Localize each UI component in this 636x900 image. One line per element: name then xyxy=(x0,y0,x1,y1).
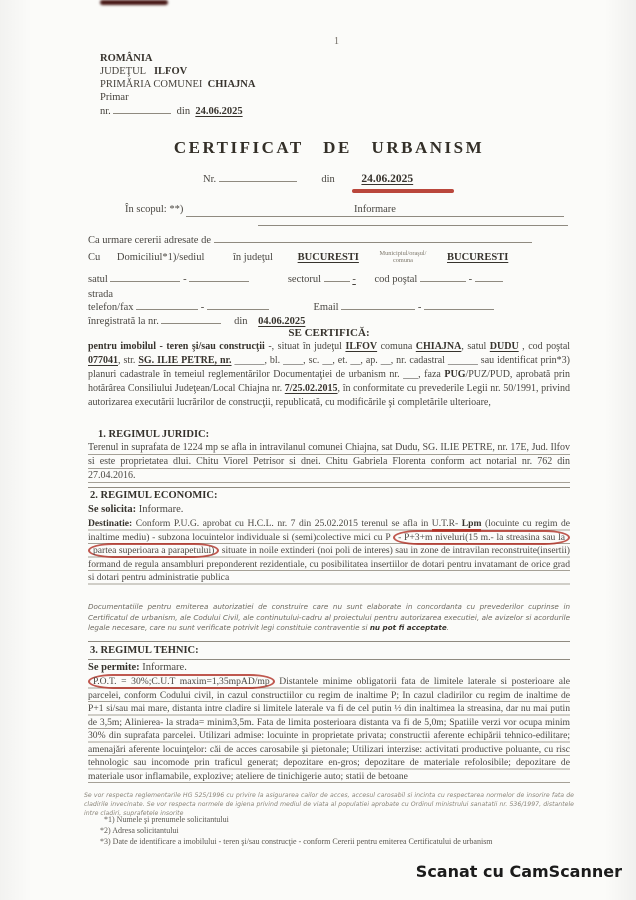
registered-label: înregistrată la nr. xyxy=(88,316,159,327)
village-label: satul xyxy=(88,274,108,285)
footnote-3: *3) Date de identificare a imobilului - teren şi/sau construcţie - conform Cererii pentru emiterea Certificatului de urbanism xyxy=(100,837,493,846)
permite-label: Se permite: xyxy=(88,662,140,673)
village-value: - xyxy=(183,274,187,285)
permite-row xyxy=(88,661,570,674)
solicita-value: Informare. xyxy=(138,504,184,515)
number-line xyxy=(88,172,570,186)
blank-rule xyxy=(258,224,568,226)
document-title: CERTIFICAT DE URBANISM xyxy=(173,138,485,157)
village-row xyxy=(88,272,570,286)
registered-date: 04.06.2025 xyxy=(258,316,306,327)
municipality-value: BUCURESTI xyxy=(447,252,509,263)
certify-paragraph: pentru imobilul - teren şi/sau construcţii -, situat în judeţul ILFOV comuna CHIAJNA, satul DUDU , cod poştal 077041, str. SG. ILIE PETRE, nr. ______, bl. ____, sc. __, et. __, ap. __, nr. cadastral ______ sau identificat prin*3) planuri cadastrale în temeiul reglementărilor Documentaţiei de urbanism nr. ___, faza PUG/PUZ/PUD, aprobată prin hotărârea Consiliului Judeţean/Local Chiajna nr. 7/25.02.2015, în conformitate cu prevederile Legii nr. 50/1991, privind autorizarea executării lucrărilor de construcţii, republicată, cu modificările şi completările ulterioare, xyxy=(88,341,571,408)
economic-top-rule xyxy=(88,486,570,488)
postal-label: cod poştal xyxy=(374,274,418,285)
domicile-row xyxy=(88,251,570,264)
purpose-label: În scopul: **) xyxy=(125,204,184,215)
mayor-label: Primar xyxy=(100,92,129,103)
postal-value: - xyxy=(468,274,473,285)
footnotes xyxy=(100,814,574,847)
phone-blank1 xyxy=(136,300,198,310)
number-din-label: din xyxy=(321,174,335,185)
registered-row xyxy=(88,314,570,328)
phone-label: telefon/fax xyxy=(88,302,134,313)
footnote-2: *2) Adresa solicitantului xyxy=(100,826,179,835)
tehnic-heading-rule xyxy=(88,658,570,660)
destinatie-label: Destinatie: xyxy=(88,518,136,529)
issuer-date: 24.06.2025 xyxy=(195,106,243,117)
registered-din-label: din xyxy=(234,316,248,327)
email-blank1 xyxy=(341,300,415,310)
village-blank2 xyxy=(189,272,249,282)
cityhall-label: PRIMĂRIA COMUNEI xyxy=(100,79,203,90)
phone-value: - xyxy=(200,302,205,313)
email-value: - xyxy=(417,302,422,313)
juridic-heading: 1. REGIMUL JURIDIC: xyxy=(98,429,210,440)
tehnic-top-rule xyxy=(88,640,570,642)
solicita-label: Se solicita: xyxy=(88,504,137,515)
destinatie-paragraph xyxy=(88,517,570,585)
cu-label: Cu xyxy=(88,252,101,263)
economic-heading: 2. REGIMUL ECONOMIC: xyxy=(90,490,218,501)
number-nr-label: Nr. xyxy=(203,174,217,185)
domicile-label: Domiciliul*1)/sediul xyxy=(116,252,205,263)
county-value: ILFOV xyxy=(153,66,188,77)
issuer-country xyxy=(100,52,400,65)
county-label: JUDEŢUL xyxy=(100,66,147,77)
fine-print: Se vor respecta reglementarile HG 525/1996 cu privire la asigurarea cailor de acces, accesul carosabil si incinta cu respectarea normelor de insorire fata de cladirile invecinate. Se vor respecta normele de igiena privind mediul de viata al populatiei aprobate cu Ordinul ministrului sanatatii nr. 536/1997, distantele intre cladiri, suprafetele insorite xyxy=(84,792,574,817)
registered-blank xyxy=(161,314,221,324)
issuer-nr-blank xyxy=(113,104,171,114)
municipality-label xyxy=(380,251,427,264)
number-nr-blank xyxy=(219,172,297,182)
red-underline-mark-date xyxy=(352,189,454,193)
request-intro-blank xyxy=(214,233,532,243)
municipality-label-line1: Municipiul/oraşul/ xyxy=(379,250,427,257)
issuer-din-label: din xyxy=(176,106,191,117)
phone-blank2 xyxy=(207,300,269,310)
village-blank1 xyxy=(110,272,180,282)
number-date: 24.06.2025 xyxy=(361,173,414,185)
solicita-row xyxy=(88,503,570,516)
issuer-header xyxy=(100,52,400,118)
issuer-country-text: ROMÂNIA xyxy=(100,53,153,64)
purpose-field xyxy=(186,203,564,217)
destinatie-text: Conform P.U.G. aprobat cu H.C.L. nr. 7 din 25.02.2015 terenul se afla in U.T.R- Lpm (locuinte cu regim de inaltime mediu) - subzona locuintelor individuale si (semi)colective mici cu P - P+3+m niveluri(15 m.- la streasina sau la partea superioara a parapetului) situate in noile extinderi (noi poli de interes) sau in zone de intravilan reconstruite(insertii) formand de regula ansambluri preponderent rezidentiale, cu posibilitatea insertiilor de dotari pentru invatamant de orice grad si dotari pentru administratie publica xyxy=(88,518,571,583)
request-county-value: BUCURESTI xyxy=(297,252,359,263)
street-label: strada xyxy=(88,289,114,300)
request-intro-label: Ca urmare cererii adresate de xyxy=(88,235,212,246)
issuer-cityhall xyxy=(100,78,400,91)
postal-blank2 xyxy=(475,272,503,282)
economic-note: Documentatiile pentru emiterea autorizatiei de construire care nu sunt elaborate in concordanta cu prevederilor cuprinse in Certificatul de urbanism, ale Codului Civil, ale continutului-cadru al proiectului pentru autorizarea executiei, ale avizelor si acordurile legale necesare, care nu sunt verificate potrivit legi constituie contraventie si nu pot fi acceptate. xyxy=(88,602,570,633)
request-county-label: în judeţul xyxy=(233,252,273,263)
cityhall-value: CHIAJNA xyxy=(207,79,256,90)
sector-label: sectorul xyxy=(287,274,322,285)
issuer-number-row xyxy=(100,104,400,118)
municipality-label-line2: comuna xyxy=(392,256,413,264)
scan-artifact-mark xyxy=(100,0,168,5)
certify-heading: SE CERTIFICĂ: xyxy=(288,327,370,339)
phone-email-row xyxy=(88,300,570,314)
issuer-county xyxy=(100,65,400,78)
purpose-value: Informare xyxy=(353,204,396,215)
tehnic-heading: 3. REGIMUL TEHNIC: xyxy=(90,645,199,656)
request-intro-line xyxy=(88,233,570,247)
juridic-paragraph: Terenul in suprafata de 1224 mp se afla in intravilanul comunei Chiajna, sat Dudu, SG. ILIE PETRE, nr. 17E, Jud. Ilfov si este proprietatea dlui. Chitu Viorel Petrisor si dnei. Chitu Gabriela Florenta conform act notarial nr. 762 din 27.04.2016. xyxy=(88,442,570,481)
tehnic-paragraph: P.O.T. = 30%;C.U.T maxim=1,35mpAD/mp Distantele minime obligatorii fata de limitele laterale si posterioare ale parcelei, conform Codului civil, in cazul constructiilor cu regim de inaltime P; In cazul cladirilor cu regim de inaltime de P+1 si/sau mai mare, distanta intre cladire si limitele laterale va fi de cel putin ½ din inaltimea la streasina, dar nu mai putin de 3,5m; Alinierea- la strada= minim3,5m. Fata de limita posterioara distanta va fi de 5,0m; Spatiile verzi vor ocupa minim 30% din suprafata parcelei. Utilizari admise: locuinte in proprietate privata; constructii aferente echipării tehnico-edilitare; amenajări aferente locuinţelor: căi de acces carosabile şi pietonale; Utilizari interzise: activitati productive poluante, cu risc tehnologic sau incomode prin traficul generat; depozitare en-gros; depozitare de materiale refolosibile; depozitare de materiale usor inflamabile, explozive; ateliere de tinichigerie auto; statii de betoane xyxy=(88,676,570,782)
permite-value: Informare. xyxy=(142,662,187,673)
camscanner-watermark: Scanat cu CamScanner xyxy=(415,862,622,881)
page-number: 1 xyxy=(334,36,339,47)
email-label: Email xyxy=(313,302,339,313)
purpose-line xyxy=(88,203,570,217)
sector-blank1 xyxy=(324,272,350,282)
email-blank2 xyxy=(424,300,494,310)
issuer-nr-label: nr. xyxy=(100,106,111,117)
postal-blank1 xyxy=(420,272,466,282)
footnote-1: *1) Numele şi prenumele solicitantului xyxy=(104,815,229,824)
sector-value: - xyxy=(352,274,356,285)
